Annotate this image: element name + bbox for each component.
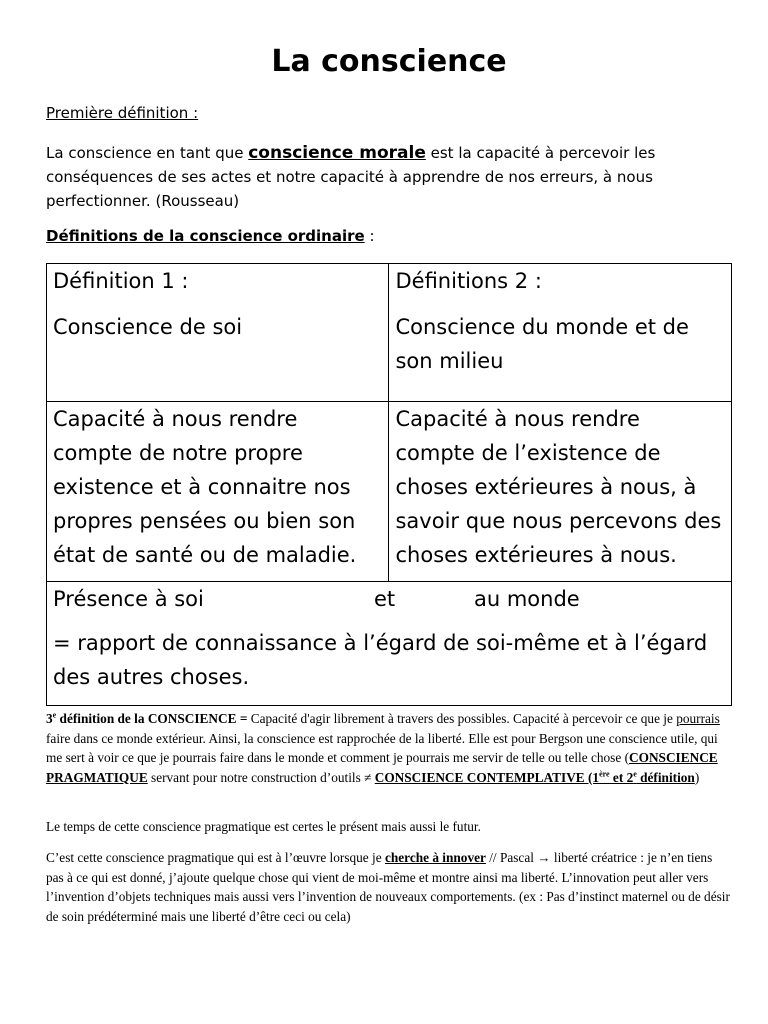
pourrais-term: pourrais <box>676 711 720 726</box>
table-cell-def1-title <box>47 264 389 402</box>
cherche-innover-term: cherche à innover <box>384 850 486 865</box>
third-definition-paragraph <box>46 709 732 787</box>
ordinary-definitions-heading <box>46 227 375 245</box>
arrow-icon: → <box>537 850 551 865</box>
def2-label: Définitions 2 : <box>395 269 542 293</box>
table-cell-def1-description <box>47 402 389 582</box>
table-row <box>47 402 732 582</box>
third-def-text-2: faire dans ce monde extérieur. Ainsi, la conscience est rapprochée de la liberté. Elle est pour Bergson une conscience utile, qui me sert à voir ce que je pourrais faire dans le monde et comment je pourrais me servir de telle ou telle chose ( <box>46 730 718 766</box>
intro-text-before: La conscience en tant que <box>46 144 249 162</box>
pascal-text-1: C’est cette conscience pragmatique qui est à l’œuvre lorsque je <box>46 850 385 865</box>
page-title: La conscience <box>271 44 507 79</box>
def2-name: Conscience du monde et de son milieu <box>395 315 689 373</box>
third-def-num: 3 <box>46 711 53 726</box>
pascal-paragraph <box>46 848 732 926</box>
temps-paragraph: Le temps de cette conscience pragmatique est certes le présent mais aussi le futur. <box>46 819 481 834</box>
presence-line <box>53 582 725 616</box>
rapport-text: = rapport de connaissance à l’égard de soi-même et à l’égard des autres choses. <box>53 631 708 689</box>
def1-description: Capacité à nous rendre compte de notre propre existence et à connaitre nos propres pensées ou bien son état de santé ou de maladie. <box>53 407 357 567</box>
table-cell-def2-title <box>389 264 732 402</box>
ordinary-heading-suffix: : <box>364 227 375 245</box>
ordinary-heading-label: Définitions de la conscience ordinaire <box>46 227 365 245</box>
first-definition-text <box>46 141 706 213</box>
conscience-contemplative-term <box>375 770 695 785</box>
conscience-morale-term: conscience morale <box>248 143 426 163</box>
presence-world: au monde <box>474 587 580 611</box>
table-row <box>47 264 732 402</box>
first-definition-heading: Première définition : <box>46 104 199 122</box>
definitions-table <box>46 263 732 706</box>
closing-paren: ) <box>694 769 700 785</box>
third-def-text-3: servant pour notre construction d’outils ≠ <box>147 769 375 785</box>
third-def-label: définition de la CONSCIENCE = <box>56 711 251 726</box>
third-def-sup: e <box>52 710 57 720</box>
pascal-text-2: // Pascal <box>485 850 538 865</box>
contemplative-label: CONSCIENCE CONTEMPLATIVE (1 <box>374 769 600 785</box>
sup-ere: ère <box>599 769 610 779</box>
contemplative-et2: et 2 <box>609 769 634 785</box>
pascal-text-3: liberté créatrice : je n’en tiens pas à ce qui est donné, j’ajoute quelque chose qui vient de moi-même et montre ainsi ma liberté. L’innovation peut aller vers l’invention d’objets techniques mais aussi vers l’invention de nouveaux comportements. (ex : Pas d’instinct maternel ou de désir de soin prédéterminé mais une liberté d’être ceci ou cela) <box>46 850 730 924</box>
contemplative-definition: définition <box>636 769 695 785</box>
def2-description: Capacité à nous rendre compte de l’existence de choses extérieures à nous, à savoir que nous percevons des choses extérieures à nous. <box>395 407 722 567</box>
sup-e: e <box>633 769 637 779</box>
third-def-text-1: Capacité d'agir librement à travers des possibles. Capacité à percevoir ce que je <box>250 711 677 726</box>
intro-text-after: est la capacité à percevoir les conséquences de ses actes et notre capacité à apprendre de nos erreurs, à nous perfectionner. (Rousseau) <box>46 144 656 210</box>
table-cell-def2-description <box>389 402 732 582</box>
def1-name: Conscience de soi <box>53 315 243 339</box>
table-cell-presence <box>47 582 732 706</box>
def1-label: Définition 1 : <box>53 269 189 293</box>
presence-self: Présence à soi <box>53 587 204 611</box>
presence-and: et <box>374 587 396 611</box>
table-row <box>47 582 732 706</box>
conscience-pragmatique-term: CONSCIENCE PRAGMATIQUE <box>46 750 718 785</box>
